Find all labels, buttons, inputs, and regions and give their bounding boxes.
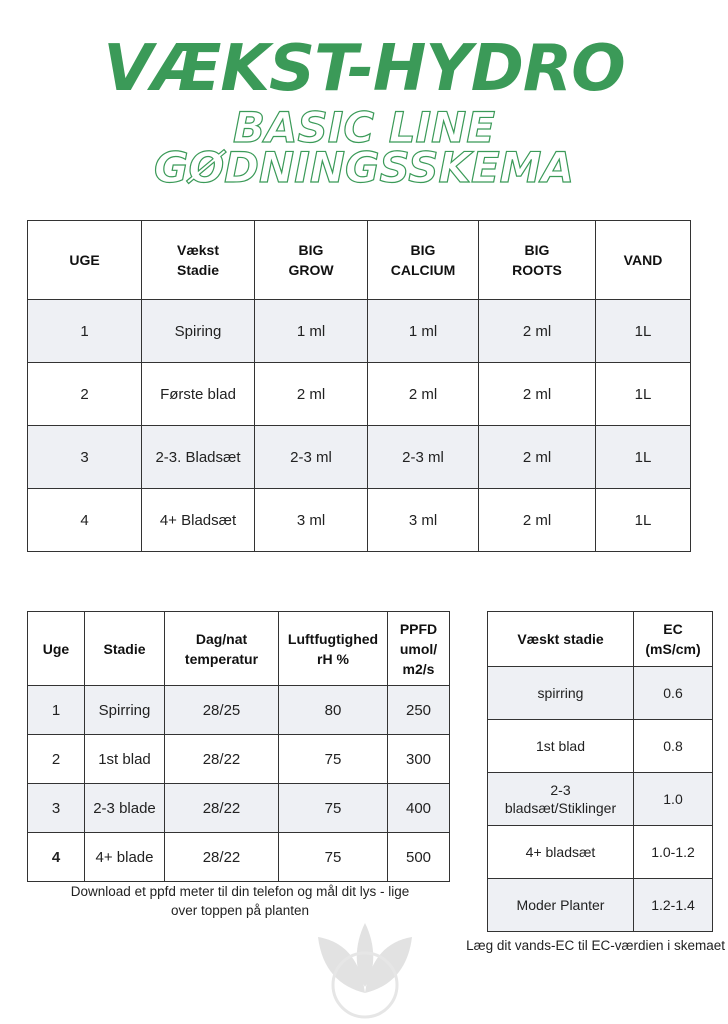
header-humidity: Luftfugtighed rH % — [279, 612, 388, 686]
cell-week: 3 — [28, 426, 142, 489]
leaf-logo-icon — [310, 915, 420, 1020]
ec-table — [487, 611, 713, 932]
cell-humidity: 75 — [279, 784, 388, 833]
cell-stage: 2-3 bladsæt/Stiklinger — [488, 773, 634, 826]
cell-ec: 0.6 — [634, 667, 713, 720]
cell-water: 1L — [596, 363, 691, 426]
table-row — [28, 300, 691, 363]
cell-big-calcium: 2-3 ml — [368, 426, 479, 489]
cell-ppfd: 400 — [388, 784, 450, 833]
page-title: VÆKST-HYDRO — [103, 32, 625, 106]
climate-header-row — [28, 612, 450, 686]
cell-big-calcium: 1 ml — [368, 300, 479, 363]
cell-ppfd: 300 — [388, 735, 450, 784]
cell-stage: 1st blad — [488, 720, 634, 773]
cell-big-roots: 2 ml — [479, 363, 596, 426]
cell-stage: Spiring — [142, 300, 255, 363]
feeding-table — [27, 220, 691, 552]
ec-header-row — [488, 612, 713, 667]
cell-humidity: 75 — [279, 735, 388, 784]
cell-week: 2 — [28, 735, 85, 784]
header-uge: UGE — [28, 221, 142, 300]
cell-ppfd: 250 — [388, 686, 450, 735]
header-stadie: Stadie — [85, 612, 165, 686]
cell-big-grow: 1 ml — [255, 300, 368, 363]
header-big-grow: BIG GROW — [255, 221, 368, 300]
header-stage: Vækst Stadie — [142, 221, 255, 300]
cell-week: 1 — [28, 686, 85, 735]
cell-ec: 1.0-1.2 — [634, 826, 713, 879]
ec-note: Læg dit vands-EC til EC-værdien i skemaet — [466, 938, 725, 953]
cell-week: 4 — [28, 489, 142, 552]
cell-big-calcium: 2 ml — [368, 363, 479, 426]
subtitle-basic-line: BASIC LINE — [232, 103, 496, 152]
cell-big-grow: 2-3 ml — [255, 426, 368, 489]
subtitle-schema: GØDNINGSSKEMA — [154, 143, 574, 192]
cell-stage: 4+ Bladsæt — [142, 489, 255, 552]
table-row — [28, 426, 691, 489]
cell-temperature: 28/22 — [165, 833, 279, 882]
cell-big-roots: 2 ml — [479, 489, 596, 552]
cell-temperature: 28/22 — [165, 784, 279, 833]
cell-ppfd: 500 — [388, 833, 450, 882]
cell-stage: Moder Planter — [488, 879, 634, 932]
cell-week: 1 — [28, 300, 142, 363]
cell-stage: 4+ blade — [85, 833, 165, 882]
table-row — [28, 833, 450, 882]
cell-humidity: 80 — [279, 686, 388, 735]
cell-stage: Spirring — [85, 686, 165, 735]
table-row — [28, 363, 691, 426]
table-row — [488, 879, 713, 932]
cell-stage: spirring — [488, 667, 634, 720]
header-ec: EC (mS/cm) — [634, 612, 713, 667]
cell-week: 3 — [28, 784, 85, 833]
cell-stage: 2-3. Bladsæt — [142, 426, 255, 489]
header-ppfd: PPFD umol/ m2/s — [388, 612, 450, 686]
cell-temperature: 28/22 — [165, 735, 279, 784]
table-row — [28, 489, 691, 552]
cell-stage: 4+ bladsæt — [488, 826, 634, 879]
feeding-header-row — [28, 221, 691, 300]
header-stage: Væskt stadie — [488, 612, 634, 667]
cell-water: 1L — [596, 426, 691, 489]
cell-week: 4 — [28, 833, 85, 882]
table-row — [28, 686, 450, 735]
header-big-roots: BIG ROOTS — [479, 221, 596, 300]
cell-stage: Første blad — [142, 363, 255, 426]
cell-big-calcium: 3 ml — [368, 489, 479, 552]
header-temperature: Dag/nat temperatur — [165, 612, 279, 686]
cell-week: 2 — [28, 363, 142, 426]
cell-stage: 2-3 blade — [85, 784, 165, 833]
cell-big-roots: 2 ml — [479, 426, 596, 489]
cell-water: 1L — [596, 489, 691, 552]
table-row — [28, 735, 450, 784]
table-row — [488, 667, 713, 720]
ppfd-note: Download et ppfd meter til din telefon og mål dit lys - lige over toppen på planten — [70, 884, 410, 918]
cell-ec: 1.0 — [634, 773, 713, 826]
table-row — [488, 826, 713, 879]
header-uge: Uge — [28, 612, 85, 686]
header-vand: VAND — [596, 221, 691, 300]
cell-ec: 0.8 — [634, 720, 713, 773]
cell-temperature: 28/25 — [165, 686, 279, 735]
cell-big-grow: 3 ml — [255, 489, 368, 552]
header-big-calcium: BIG CALCIUM — [368, 221, 479, 300]
cell-stage: 1st blad — [85, 735, 165, 784]
cell-big-roots: 2 ml — [479, 300, 596, 363]
climate-table — [27, 611, 450, 882]
cell-big-grow: 2 ml — [255, 363, 368, 426]
table-row — [28, 784, 450, 833]
cell-water: 1L — [596, 300, 691, 363]
cell-humidity: 75 — [279, 833, 388, 882]
cell-ec: 1.2-1.4 — [634, 879, 713, 932]
table-row — [488, 720, 713, 773]
table-row — [488, 773, 713, 826]
